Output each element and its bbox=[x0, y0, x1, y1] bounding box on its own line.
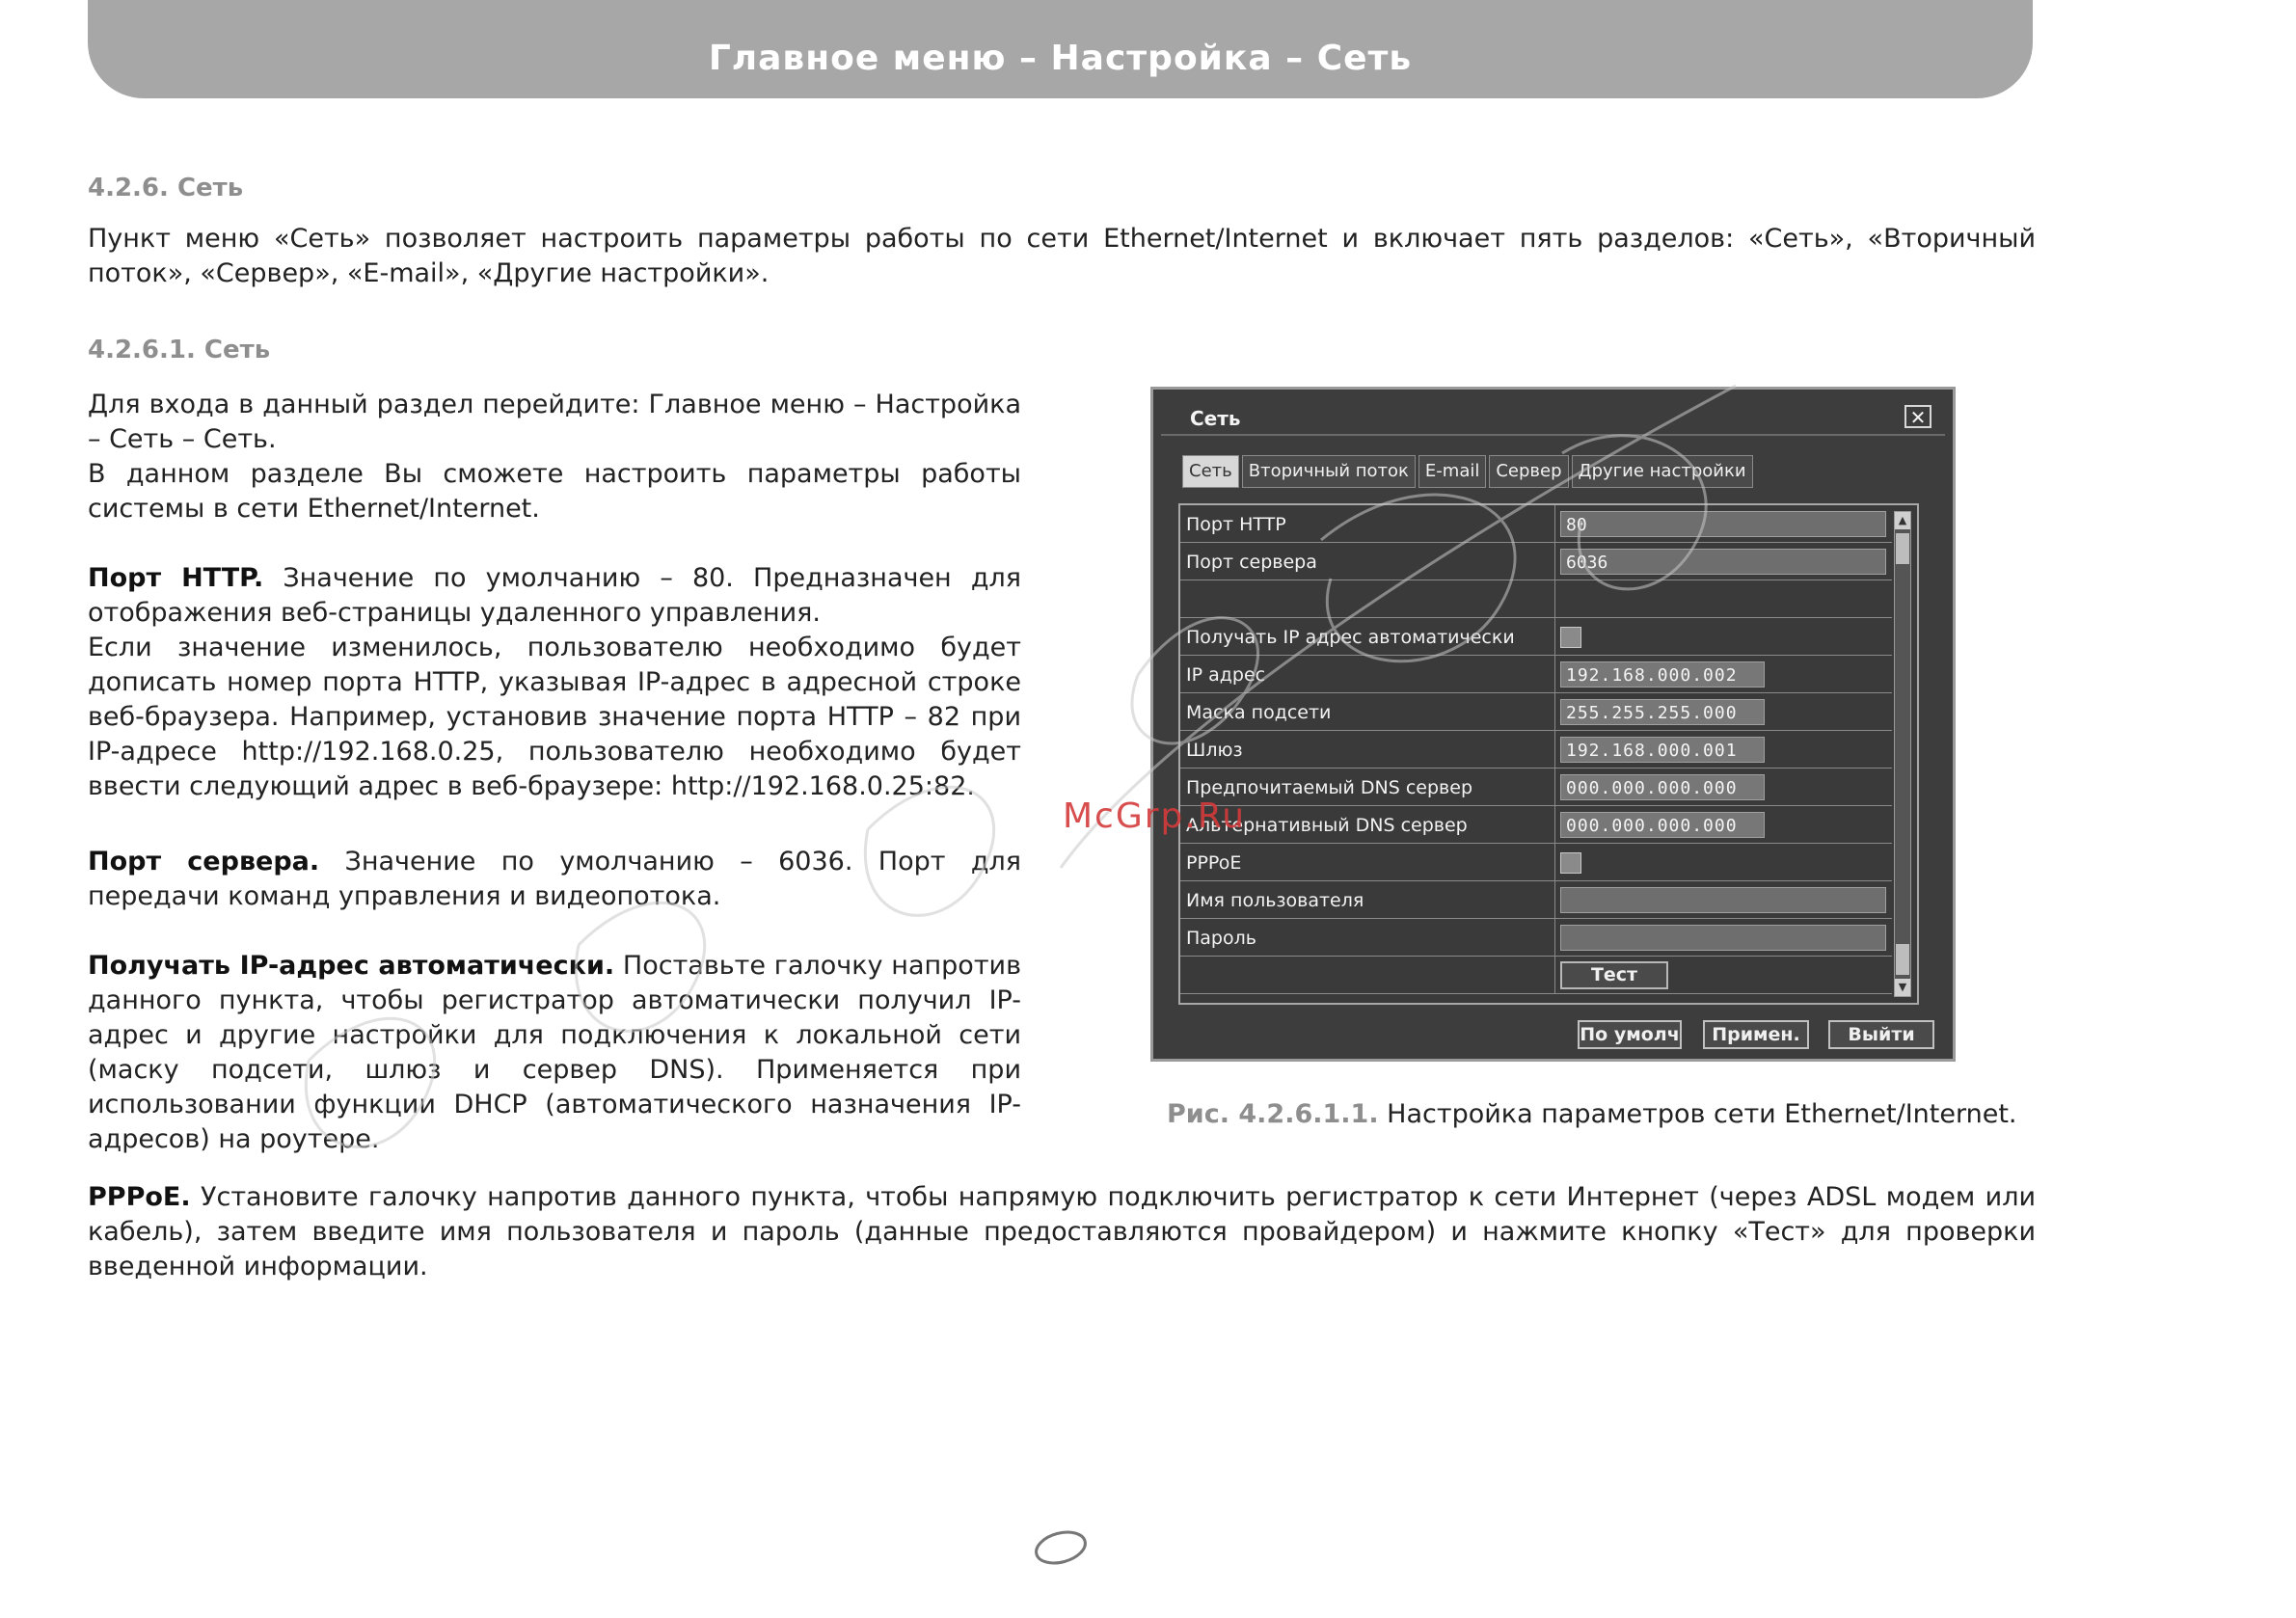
row-divider bbox=[1554, 769, 1555, 805]
row-divider bbox=[1554, 806, 1555, 843]
dialog-tabs bbox=[1182, 455, 1756, 488]
paragraph-http-port-detail: Если значение изменилось, пользователю необходимо будет дописать номер порта HTTP, указывая IP-адрес в адресной строке веб-браузера. Например, установив значение порта HTTP – 82 при IP-адресе http://192.168.0.25, пользователю необходимо будет ввести следующий адрес в веб-браузере: http://192.168.0.25:82. bbox=[88, 633, 1021, 801]
section-heading: 4.2.6. Сеть bbox=[88, 174, 244, 202]
pppoe-text: Установите галочку напротив данного пункта, чтобы напрямую подключить регистратор к сети Интернет (через ADSL модем или кабель), затем введите имя пользователя и пароль (данные предоставляются провайдером) и нажмите кнопку «Тест» для проверки введенной информации. bbox=[88, 1182, 2036, 1281]
figure-caption-text: Настройка параметров сети Ethernet/Internet. bbox=[1378, 1099, 2017, 1129]
row-divider bbox=[1554, 957, 1555, 993]
row-dns2 bbox=[1180, 806, 1892, 844]
default-button[interactable]: По умолч bbox=[1578, 1020, 1682, 1049]
dns1-input[interactable]: 000.000.000.000 bbox=[1560, 774, 1765, 800]
scroll-down-icon[interactable]: ▼ bbox=[1895, 979, 1910, 996]
network-settings-dialog bbox=[1150, 387, 1956, 1062]
label-username: Имя пользователя bbox=[1186, 890, 1364, 911]
row-http-port bbox=[1180, 505, 1892, 543]
row-blank bbox=[1180, 580, 1892, 618]
label-pppoe: PPPoE bbox=[1186, 852, 1242, 874]
scroll-thumb-top[interactable] bbox=[1896, 533, 1909, 564]
paragraph-pppoe bbox=[88, 1180, 2036, 1284]
gateway-input[interactable]: 192.168.000.001 bbox=[1560, 737, 1765, 763]
row-dhcp bbox=[1180, 618, 1892, 656]
row-divider bbox=[1554, 580, 1555, 617]
tab-email[interactable]: E-mail bbox=[1418, 455, 1486, 488]
figure-caption bbox=[1167, 1099, 2017, 1129]
settings-panel bbox=[1178, 503, 1919, 1005]
label-ip: IP адрес bbox=[1186, 664, 1266, 686]
row-pppoe bbox=[1180, 844, 1892, 881]
row-test bbox=[1180, 957, 1892, 994]
http-port-text: Значение по умолчанию – 80. Предназначен для отображения веб-страницы удаленного управления. bbox=[88, 563, 1021, 628]
paragraph-http-port bbox=[88, 561, 1021, 631]
label-password: Пароль bbox=[1186, 928, 1256, 949]
tab-other-settings[interactable]: Другие настройки bbox=[1572, 455, 1753, 488]
term-http-port: Порт HTTP. bbox=[88, 563, 264, 593]
subnet-mask-input[interactable]: 255.255.255.000 bbox=[1560, 699, 1765, 725]
term-dhcp: Получать IP-адрес автоматически. bbox=[88, 951, 615, 981]
page-header-title: Главное меню – Настройка – Сеть bbox=[708, 39, 1413, 78]
section-intro: Пункт меню «Сеть» позволяет настроить параметры работы по сети Ethernet/Internet и включает пять разделов: «Сеть», «Вторичный поток», «Сервер», «E-mail», «Другие настройки». bbox=[88, 224, 2036, 288]
row-divider bbox=[1554, 731, 1555, 768]
page-header-band bbox=[88, 0, 2033, 98]
paragraph-dhcp bbox=[88, 949, 1021, 1157]
paragraph-enter-path: Для входа в данный раздел перейдите: Главное меню – Настройка – Сеть – Сеть. bbox=[88, 390, 1021, 454]
pppoe-checkbox[interactable] bbox=[1560, 852, 1581, 874]
test-button[interactable]: Тест bbox=[1560, 961, 1668, 989]
subsection-heading: 4.2.6.1. Сеть bbox=[88, 336, 271, 364]
term-server-port: Порт сервера. bbox=[88, 847, 320, 876]
username-input[interactable] bbox=[1560, 887, 1886, 913]
dialog-titlebar bbox=[1161, 399, 1945, 436]
row-gateway bbox=[1180, 731, 1892, 769]
scroll-up-icon[interactable]: ▲ bbox=[1895, 512, 1910, 529]
close-icon[interactable]: ✕ bbox=[1904, 405, 1931, 428]
label-mask: Маска подсети bbox=[1186, 702, 1332, 723]
row-ip bbox=[1180, 656, 1892, 693]
row-dns1 bbox=[1180, 769, 1892, 806]
row-divider bbox=[1554, 618, 1555, 655]
http-port-input[interactable]: 80 bbox=[1560, 511, 1886, 537]
label-gateway: Шлюз bbox=[1186, 740, 1243, 761]
ip-address-input[interactable]: 192.168.000.002 bbox=[1560, 661, 1765, 688]
exit-button[interactable]: Выйти bbox=[1828, 1020, 1934, 1049]
label-server-port: Порт сервера bbox=[1186, 552, 1317, 573]
row-divider bbox=[1554, 505, 1555, 542]
row-divider bbox=[1554, 693, 1555, 730]
scrollbar[interactable] bbox=[1894, 511, 1911, 997]
row-divider bbox=[1554, 656, 1555, 692]
page-ornament-icon bbox=[1032, 1524, 1090, 1572]
tab-server[interactable]: Сервер bbox=[1489, 455, 1568, 488]
dialog-title: Сеть bbox=[1190, 407, 1241, 430]
label-dns2: Альтернативный DNS сервер bbox=[1186, 815, 1468, 836]
row-username bbox=[1180, 881, 1892, 919]
label-dns1: Предпочитаемый DNS сервер bbox=[1186, 777, 1473, 798]
row-divider bbox=[1554, 881, 1555, 918]
dhcp-text: Поставьте галочку напротив данного пункта, чтобы регистратор автоматически получил IP-адрес и другие настройки для подключения к локальной сети (маску подсети, шлюз и сервер DNS). Применяется при использовании функции DHCP (автоматического назначения IP-адресов) на роутере. bbox=[88, 951, 1022, 1154]
row-mask bbox=[1180, 693, 1892, 731]
label-http-port: Порт HTTP bbox=[1186, 514, 1286, 535]
watermark-text: McGrp.Ru bbox=[1063, 796, 1247, 836]
server-port-input[interactable]: 6036 bbox=[1560, 549, 1886, 575]
term-pppoe: PPPoE. bbox=[88, 1182, 191, 1212]
paragraph-description: В данном разделе Вы сможете настроить параметры работы системы в сети Ethernet/Internet. bbox=[88, 459, 1021, 524]
apply-button[interactable]: Примен. bbox=[1703, 1020, 1809, 1049]
server-port-text: Значение по умолчанию – 6036. Порт для передачи команд управления и видеопотока. bbox=[88, 847, 1021, 911]
row-server-port bbox=[1180, 543, 1892, 580]
row-divider bbox=[1554, 844, 1555, 880]
dns2-input[interactable]: 000.000.000.000 bbox=[1560, 812, 1765, 838]
figure-number: Рис. 4.2.6.1.1. bbox=[1167, 1099, 1379, 1129]
row-divider bbox=[1554, 543, 1555, 580]
tab-network[interactable]: Сеть bbox=[1182, 455, 1239, 488]
paragraph-server-port bbox=[88, 845, 1021, 914]
row-divider bbox=[1554, 919, 1555, 956]
password-input[interactable] bbox=[1560, 925, 1886, 951]
row-password bbox=[1180, 919, 1892, 957]
label-dhcp: Получать IP адрес автоматически bbox=[1186, 627, 1515, 648]
tab-secondary-stream[interactable]: Вторичный поток bbox=[1242, 455, 1416, 488]
scroll-thumb-bottom[interactable] bbox=[1896, 944, 1909, 975]
dhcp-checkbox[interactable] bbox=[1560, 627, 1581, 648]
